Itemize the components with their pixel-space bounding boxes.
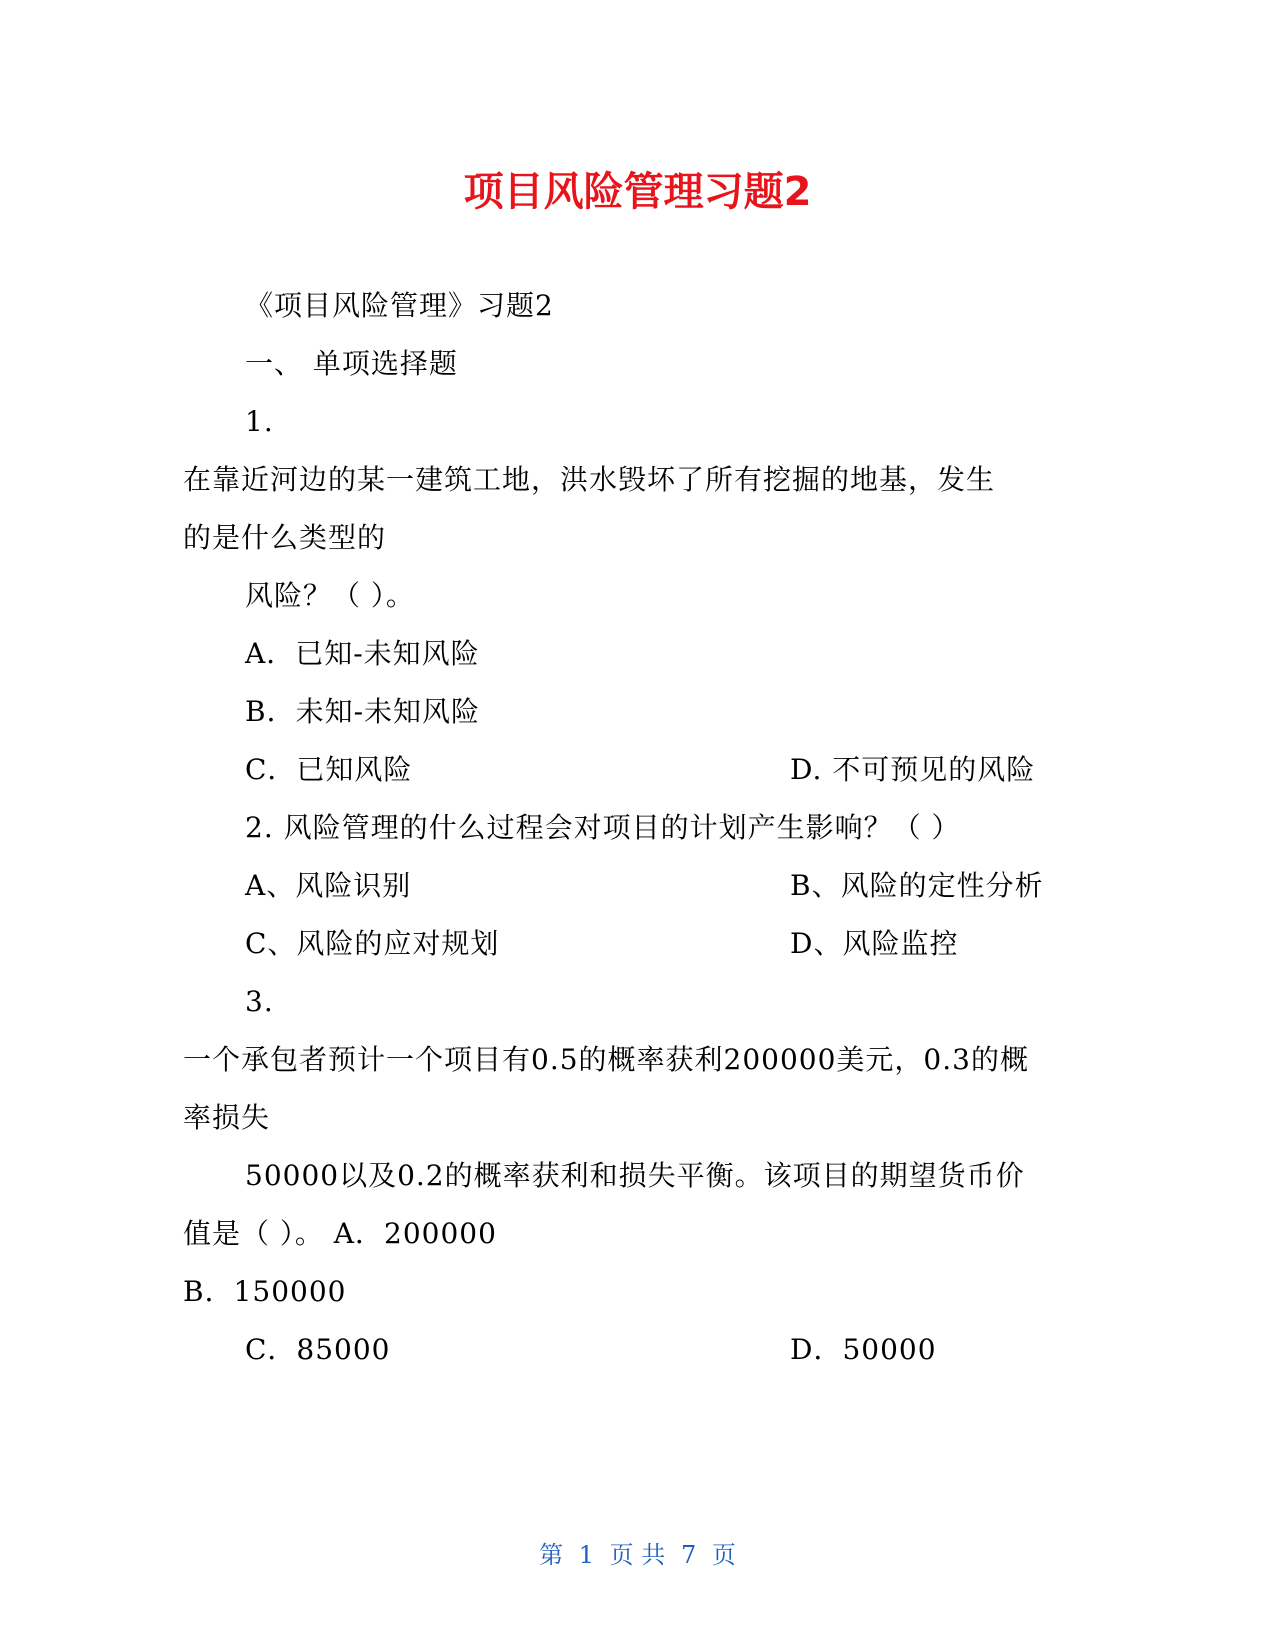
answer-option: D、风险监控 [790, 927, 959, 960]
answer-option: B、风险的定性分析 [790, 869, 1044, 902]
footer-page-number: 1 [578, 1541, 595, 1569]
question-text: 的是什么类型的 [183, 521, 387, 554]
question-text: 风险？（ ）。 [245, 579, 415, 612]
answer-option: C．85000 [245, 1333, 391, 1366]
question-text: 在靠近河边的某一建筑工地，洪水毁坏了所有挖掘的地基，发生 [183, 463, 996, 496]
answer-option: D．50000 [790, 1333, 937, 1366]
answer-option: D. 不可预见的风险 [790, 753, 1036, 786]
answer-option: A、风险识别 [245, 869, 412, 902]
question-text: 2. 风险管理的什么过程会对项目的计划产生影响？（ ） [245, 811, 961, 844]
answer-option: C、风险的应对规划 [245, 927, 500, 960]
question-number: 3. [245, 985, 274, 1018]
document-title: 项目风险管理习题2 [463, 169, 812, 215]
footer-prefix: 第 [539, 1541, 564, 1569]
question-text: 率损失 [183, 1101, 271, 1134]
answer-option: A．已知-未知风险 [245, 637, 480, 670]
footer-total-pages: 7 [680, 1541, 697, 1569]
answer-option: B．150000 [183, 1275, 347, 1308]
question-text: 一个承包者预计一个项目有0.5的概率获利200000美元，0.3的概 [183, 1043, 1029, 1076]
question-text: 值是（ ）。 A．200000 [183, 1217, 497, 1250]
page-footer [0, 1540, 1275, 1570]
footer-suffix: 页 [711, 1541, 736, 1569]
answer-option: C．已知风险 [245, 753, 413, 786]
answer-option: B．未知-未知风险 [245, 695, 481, 728]
part-heading: 一、 单项选择题 [245, 347, 458, 380]
footer-middle: 页 共 [609, 1541, 666, 1569]
question-text: 50000以及0.2的概率获利和损失平衡。该项目的期望货币价 [245, 1159, 1025, 1192]
section-heading: 《项目风险管理》习题2 [245, 289, 554, 322]
question-number: 1. [245, 405, 274, 438]
